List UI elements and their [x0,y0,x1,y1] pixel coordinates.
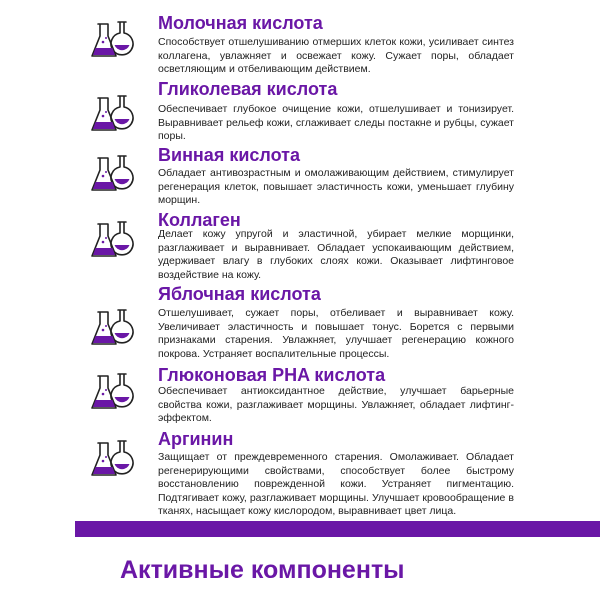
accent-bar [75,521,600,537]
component-description: Отшелушивает, сужает поры, отбеливает и выравнивает кожу. Увеличивает эластичность и повышает тонус. Борется с первыми признаками старения. Увлажняет, улучшает регенерацию кожного покрова. Устраняет воспалительные процессы. [158,307,514,360]
component-title: Коллаген [158,210,241,230]
flask-icon [90,152,142,196]
component-description: Обеспечивает антиоксидантное действие, улучшает барьерные свойства кожи, разглаживает морщины. Увлажняет, обладает лифтинг-эффектом. [158,385,514,424]
component-title: Яблочная кислота [158,284,321,304]
component-description: Защищает от преждевременного старения. Омолаживает. Обладает регенерирующими свойствами, способствует более быстрому восстановлению поврежденной кожи. Устраняет пигментацию. Подтягивает кожу, разглаживает морщины. Улучшает кровообращение в тканях, насыщает кожу кислородом, выравнивает цвет лица. [158,451,514,517]
component-description: Делает кожу упругой и эластичной, убирает мелкие морщинки, разглаживает и выравнивает. Обладает успокаивающим действием, удерживает влагу в глубоких слоях кожи. Оказывает лифтинговое воздействие на кожу. [158,228,514,281]
component-title: Гликолевая кислота [158,79,338,99]
flask-icon [90,370,142,414]
component-description: Обладает антивозрастным и омолаживающим действием, стимулирует регенерация клеток, повышает эластичность кожи, уменьшает глубину морщин. [158,167,514,206]
flask-icon [90,18,142,62]
component-title: Винная кислота [158,145,300,165]
component-title: Молочная кислота [158,13,323,33]
component-title: Глюконовая PHA кислота [158,365,386,385]
flask-icon [90,306,142,350]
component-description: Способствует отшелушиванию отмерших клеток кожи, усиливает синтез коллагена, увлажняет и освежает кожу. Сужает поры, обладает осветляющим и отбеливающим действием. [158,36,514,75]
flask-icon [90,437,142,481]
flask-icon [90,218,142,262]
component-title: Аргинин [158,429,234,449]
flask-icon [90,92,142,136]
component-description: Обеспечивает глубокое очищение кожи, отшелушивает и тонизирует. Выравнивает рельеф кожи, сглаживает следы постакне и рубцы, сужает поры. [158,103,514,142]
section-heading: Активные компоненты [120,556,405,584]
